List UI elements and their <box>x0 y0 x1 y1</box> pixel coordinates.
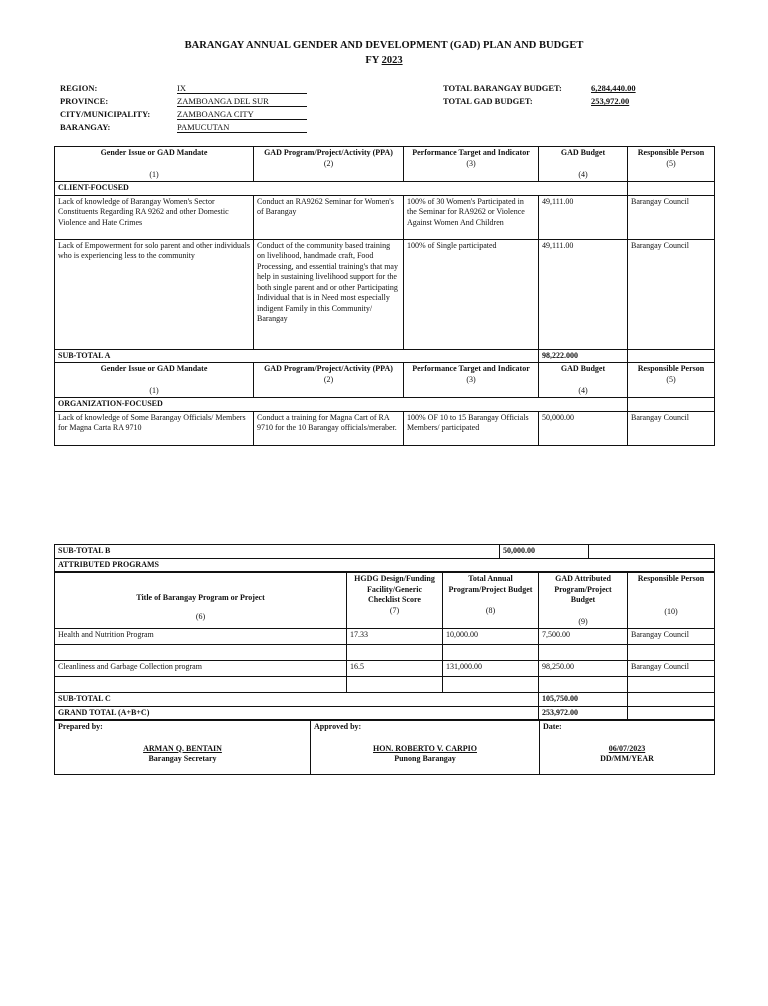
fy-year: 2023 <box>381 55 403 66</box>
issue-cell: Lack of knowledge of Barangay Women's Sector Constituents Regarding RA 9262 and other Domestic Violence and Hate Crimes <box>55 195 254 239</box>
header-cell: GAD Budget (4) <box>539 363 628 398</box>
section-row <box>55 398 715 412</box>
region-value: IX <box>177 83 307 94</box>
header-cell: GAD Attributed Program/Project Budget (9) <box>539 573 628 629</box>
prepared-by-name: ARMAN Q. BENTAIN <box>143 743 222 753</box>
total-budget-cell: 10,000.00 <box>443 629 539 645</box>
subtotal-b-label: SUB-TOTAL B <box>55 545 500 559</box>
section-label: ORGANIZATION-FOCUSED <box>55 398 628 412</box>
gad-budget-value: 253,972.00 <box>591 96 630 106</box>
attributed-programs-table <box>54 544 715 572</box>
date-value: 06/07/2023 <box>608 743 646 753</box>
prepared-by-title: Barangay Secretary <box>148 754 217 763</box>
subtotal-b-value: 50,000.00 <box>500 545 589 559</box>
fy-label: FY <box>365 55 379 66</box>
person-cell: Barangay Council <box>628 661 715 677</box>
issue-cell: Lack of Empowerment for solo parent and other individuals who is experiencing less to the community <box>55 239 254 349</box>
budget-cell: 49,111.00 <box>539 239 628 349</box>
date-format: DD/MM/YEAR <box>600 754 654 763</box>
table-row <box>55 239 715 349</box>
budget-cell: 49,111.00 <box>539 195 628 239</box>
program-title-cell: Health and Nutrition Program <box>55 629 347 645</box>
approved-by-cell <box>311 721 540 775</box>
signature-table <box>54 720 715 775</box>
ppa-cell: Conduct of the community based training on livelihood, handmade craft, Food Processing, and essential training's that may help in sustaining livelihood support for the both single parent and or other Participating Individual that is in Need most especially indigent Family in this Community/ Barangay <box>254 239 404 349</box>
ppa-cell: Conduct an RA9262 Seminar for Women's of Barangay <box>254 195 404 239</box>
header-cell: Title of Barangay Program or Project (6) <box>55 573 347 629</box>
gad-plan-table <box>54 146 715 446</box>
person-cell: Barangay Council <box>628 195 715 239</box>
person-cell: Barangay Council <box>628 411 715 445</box>
table-row <box>55 195 715 239</box>
section-label: ATTRIBUTED PROGRAMS <box>55 558 715 572</box>
prepared-by-label: Prepared by: <box>58 722 103 731</box>
gad-budget-cell: 7,500.00 <box>539 629 628 645</box>
header-cell: Gender Issue or GAD Mandate (1) <box>55 363 254 398</box>
target-cell: 100% of Single participated <box>404 239 539 349</box>
attributed-programs-grid <box>54 572 715 720</box>
header-cell: Performance Target and Indicator (3) <box>404 147 539 182</box>
province-value: ZAMBOANGA DEL SUR <box>177 96 307 107</box>
score-cell: 16.5 <box>347 661 443 677</box>
approved-by-title: Punong Barangay <box>394 754 456 763</box>
total-budget-value: 6,284,440.00 <box>591 83 636 93</box>
approved-by-name: HON. ROBERTO V. CARPIO <box>373 743 477 753</box>
signature-row <box>55 721 715 775</box>
header-cell: GAD Program/Project/Activity (PPA) (2) <box>254 363 404 398</box>
section-row <box>55 558 715 572</box>
grand-total-value: 253,972.00 <box>539 706 628 720</box>
date-cell <box>540 721 715 775</box>
person-cell: Barangay Council <box>628 629 715 645</box>
total-budget-label: TOTAL BARANGAY BUDGET: <box>443 83 562 93</box>
table-row <box>55 677 715 693</box>
header-cell: GAD Program/Project/Activity (PPA) (2) <box>254 147 404 182</box>
subtotal-a-value: 98,222.000 <box>539 349 628 363</box>
gad-budget-label: TOTAL GAD BUDGET: <box>443 96 533 106</box>
section-row <box>55 182 715 196</box>
header-cell: GAD Budget (4) <box>539 147 628 182</box>
section-label: CLIENT-FOCUSED <box>55 182 628 196</box>
subtotal-row <box>55 349 715 363</box>
approved-by-label: Approved by: <box>314 722 362 731</box>
ppa-cell: Conduct a training for Magna Cart of RA 9710 for the 10 Barangay officials/meraber. <box>254 411 404 445</box>
barangay-label: BARANGAY: <box>60 122 111 132</box>
grand-total-row <box>55 706 715 720</box>
grand-total-label: GRAND TOTAL (A+B+C) <box>55 706 539 720</box>
fiscal-year <box>0 55 768 66</box>
header-cell: Total Annual Program/Project Budget (8) <box>443 573 539 629</box>
subtotal-row <box>55 545 715 559</box>
subtotal-c-label: SUB-TOTAL C <box>55 693 539 707</box>
table-row <box>55 411 715 445</box>
target-cell: 100% OF 10 to 15 Barangay Officials Members/ participated <box>404 411 539 445</box>
program-title-cell: Cleanliness and Garbage Collection program <box>55 661 347 677</box>
subtotal-row <box>55 693 715 707</box>
budget-cell: 50,000.00 <box>539 411 628 445</box>
barangay-value: PAMUCUTAN <box>177 122 307 133</box>
issue-cell: Lack of knowledge of Some Barangay Officials/ Members for Magna Carta RA 9710 <box>55 411 254 445</box>
subtotal-a-label: SUB-TOTAL A <box>55 349 539 363</box>
header-cell: Responsible Person (10) <box>628 573 715 629</box>
header-cell: Responsible Person (5) <box>628 147 715 182</box>
region-label: REGION: <box>60 83 98 93</box>
person-cell: Barangay Council <box>628 239 715 349</box>
score-cell: 17.33 <box>347 629 443 645</box>
subtotal-c-value: 105,750.00 <box>539 693 628 707</box>
table-row <box>55 629 715 645</box>
document-title: BARANGAY ANNUAL GENDER AND DEVELOPMENT (GAD) PLAN AND BUDGET <box>184 40 584 51</box>
province-label: PROVINCE: <box>60 96 109 106</box>
city-label: CITY/MUNICIPALITY: <box>60 109 151 119</box>
table-header-row <box>55 147 715 182</box>
header-cell: HGDG Design/Funding Facility/Generic Checklist Score (7) <box>347 573 443 629</box>
table-header-row <box>55 363 715 398</box>
header-cell: Performance Target and Indicator (3) <box>404 363 539 398</box>
gad-budget-cell: 98,250.00 <box>539 661 628 677</box>
table-header-row <box>55 573 715 629</box>
header-cell: Gender Issue or GAD Mandate (1) <box>55 147 254 182</box>
date-label: Date: <box>543 722 562 731</box>
table-row <box>55 661 715 677</box>
table-row <box>55 645 715 661</box>
total-budget-cell: 131,000.00 <box>443 661 539 677</box>
header-cell: Responsible Person (5) <box>628 363 715 398</box>
prepared-by-cell <box>55 721 311 775</box>
target-cell: 100% of 30 Women's Participated in the Seminar for RA9262 or Violence Against Women And Children <box>404 195 539 239</box>
city-value: ZAMBOANGA CITY <box>177 109 307 120</box>
